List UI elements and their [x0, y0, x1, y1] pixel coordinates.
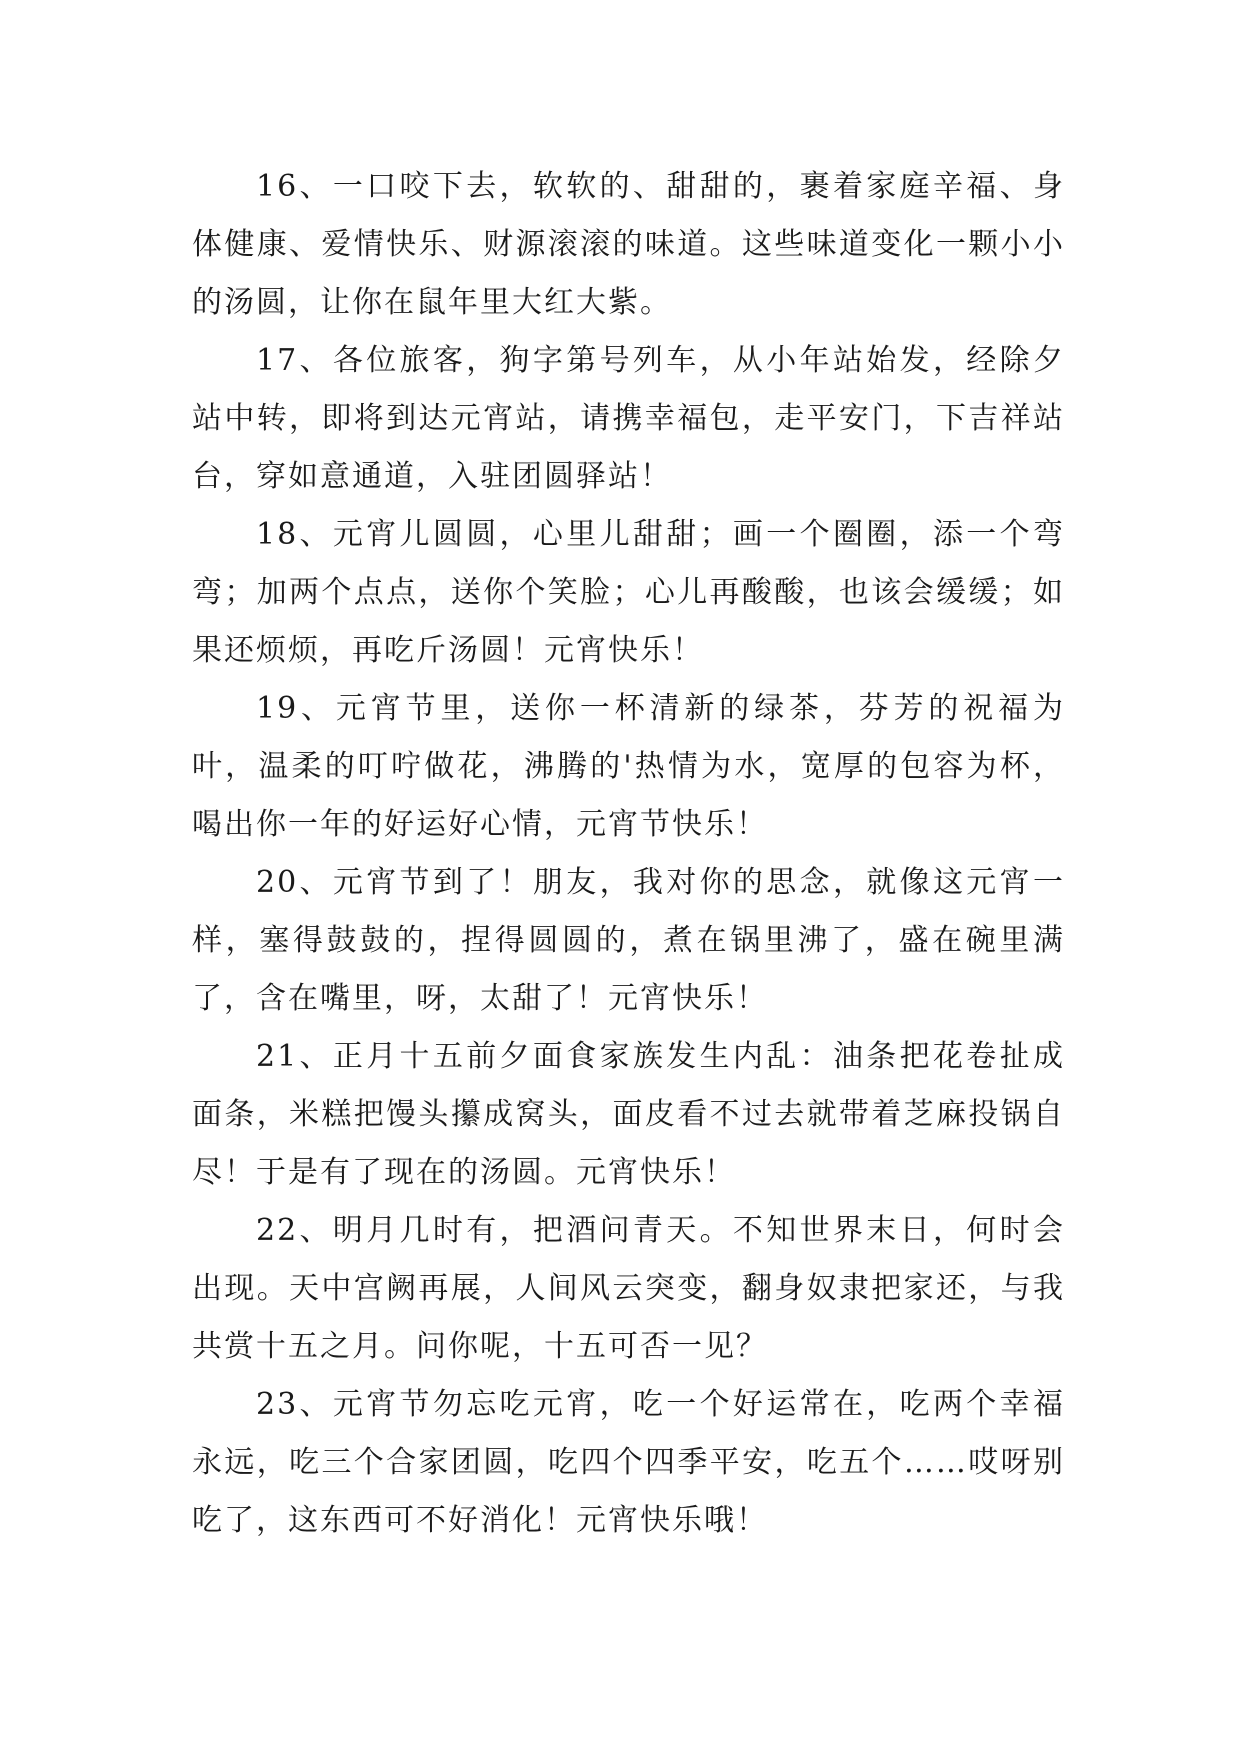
document-body	[192, 158, 1065, 1550]
paragraph-18: 18、元宵儿圆圆，心里儿甜甜；画一个圈圈，添一个弯弯；加两个点点，送你个笑脸；心儿再酸酸，也该会缓缓；如果还烦烦，再吃斤汤圆！元宵快乐！	[192, 517, 1065, 668]
paragraph-22: 22、明月几时有，把酒问青天。不知世界末日，何时会出现。天中宫阙再展，人间风云突变，翻身奴隶把家还，与我共赏十五之月。问你呢，十五可否一见？	[192, 1213, 1065, 1364]
paragraph-20: 20、元宵节到了！朋友，我对你的思念，就像这元宵一样，塞得鼓鼓的，捏得圆圆的，煮在锅里沸了，盛在碗里满了，含在嘴里，呀，太甜了！元宵快乐！	[192, 865, 1065, 1016]
paragraph-16: 16、一口咬下去，软软的、甜甜的，裹着家庭辛福、身体健康、爱情快乐、财源滚滚的味道。这些味道变化一颗小小的汤圆，让你在鼠年里大红大紫。	[192, 169, 1065, 320]
paragraph-23: 23、元宵节勿忘吃元宵，吃一个好运常在，吃两个幸福永远，吃三个合家团圆，吃四个四季平安，吃五个……哎呀别吃了，这东西可不好消化！元宵快乐哦！	[192, 1387, 1065, 1538]
paragraph-21: 21、正月十五前夕面食家族发生内乱：油条把花卷扯成面条，米糕把馒头攥成窝头，面皮看不过去就带着芝麻投锅自尽！于是有了现在的汤圆。元宵快乐！	[192, 1039, 1065, 1190]
paragraph-17: 17、各位旅客，狗字第号列车，从小年站始发，经除夕站中转，即将到达元宵站，请携幸福包，走平安门，下吉祥站台，穿如意通道，入驻团圆驿站！	[192, 343, 1065, 494]
paragraph-19: 19、元宵节里，送你一杯清新的绿茶，芬芳的祝福为叶，温柔的叮咛做花，沸腾的'热情为水，宽厚的包容为杯，喝出你一年的好运好心情，元宵节快乐！	[192, 691, 1065, 842]
